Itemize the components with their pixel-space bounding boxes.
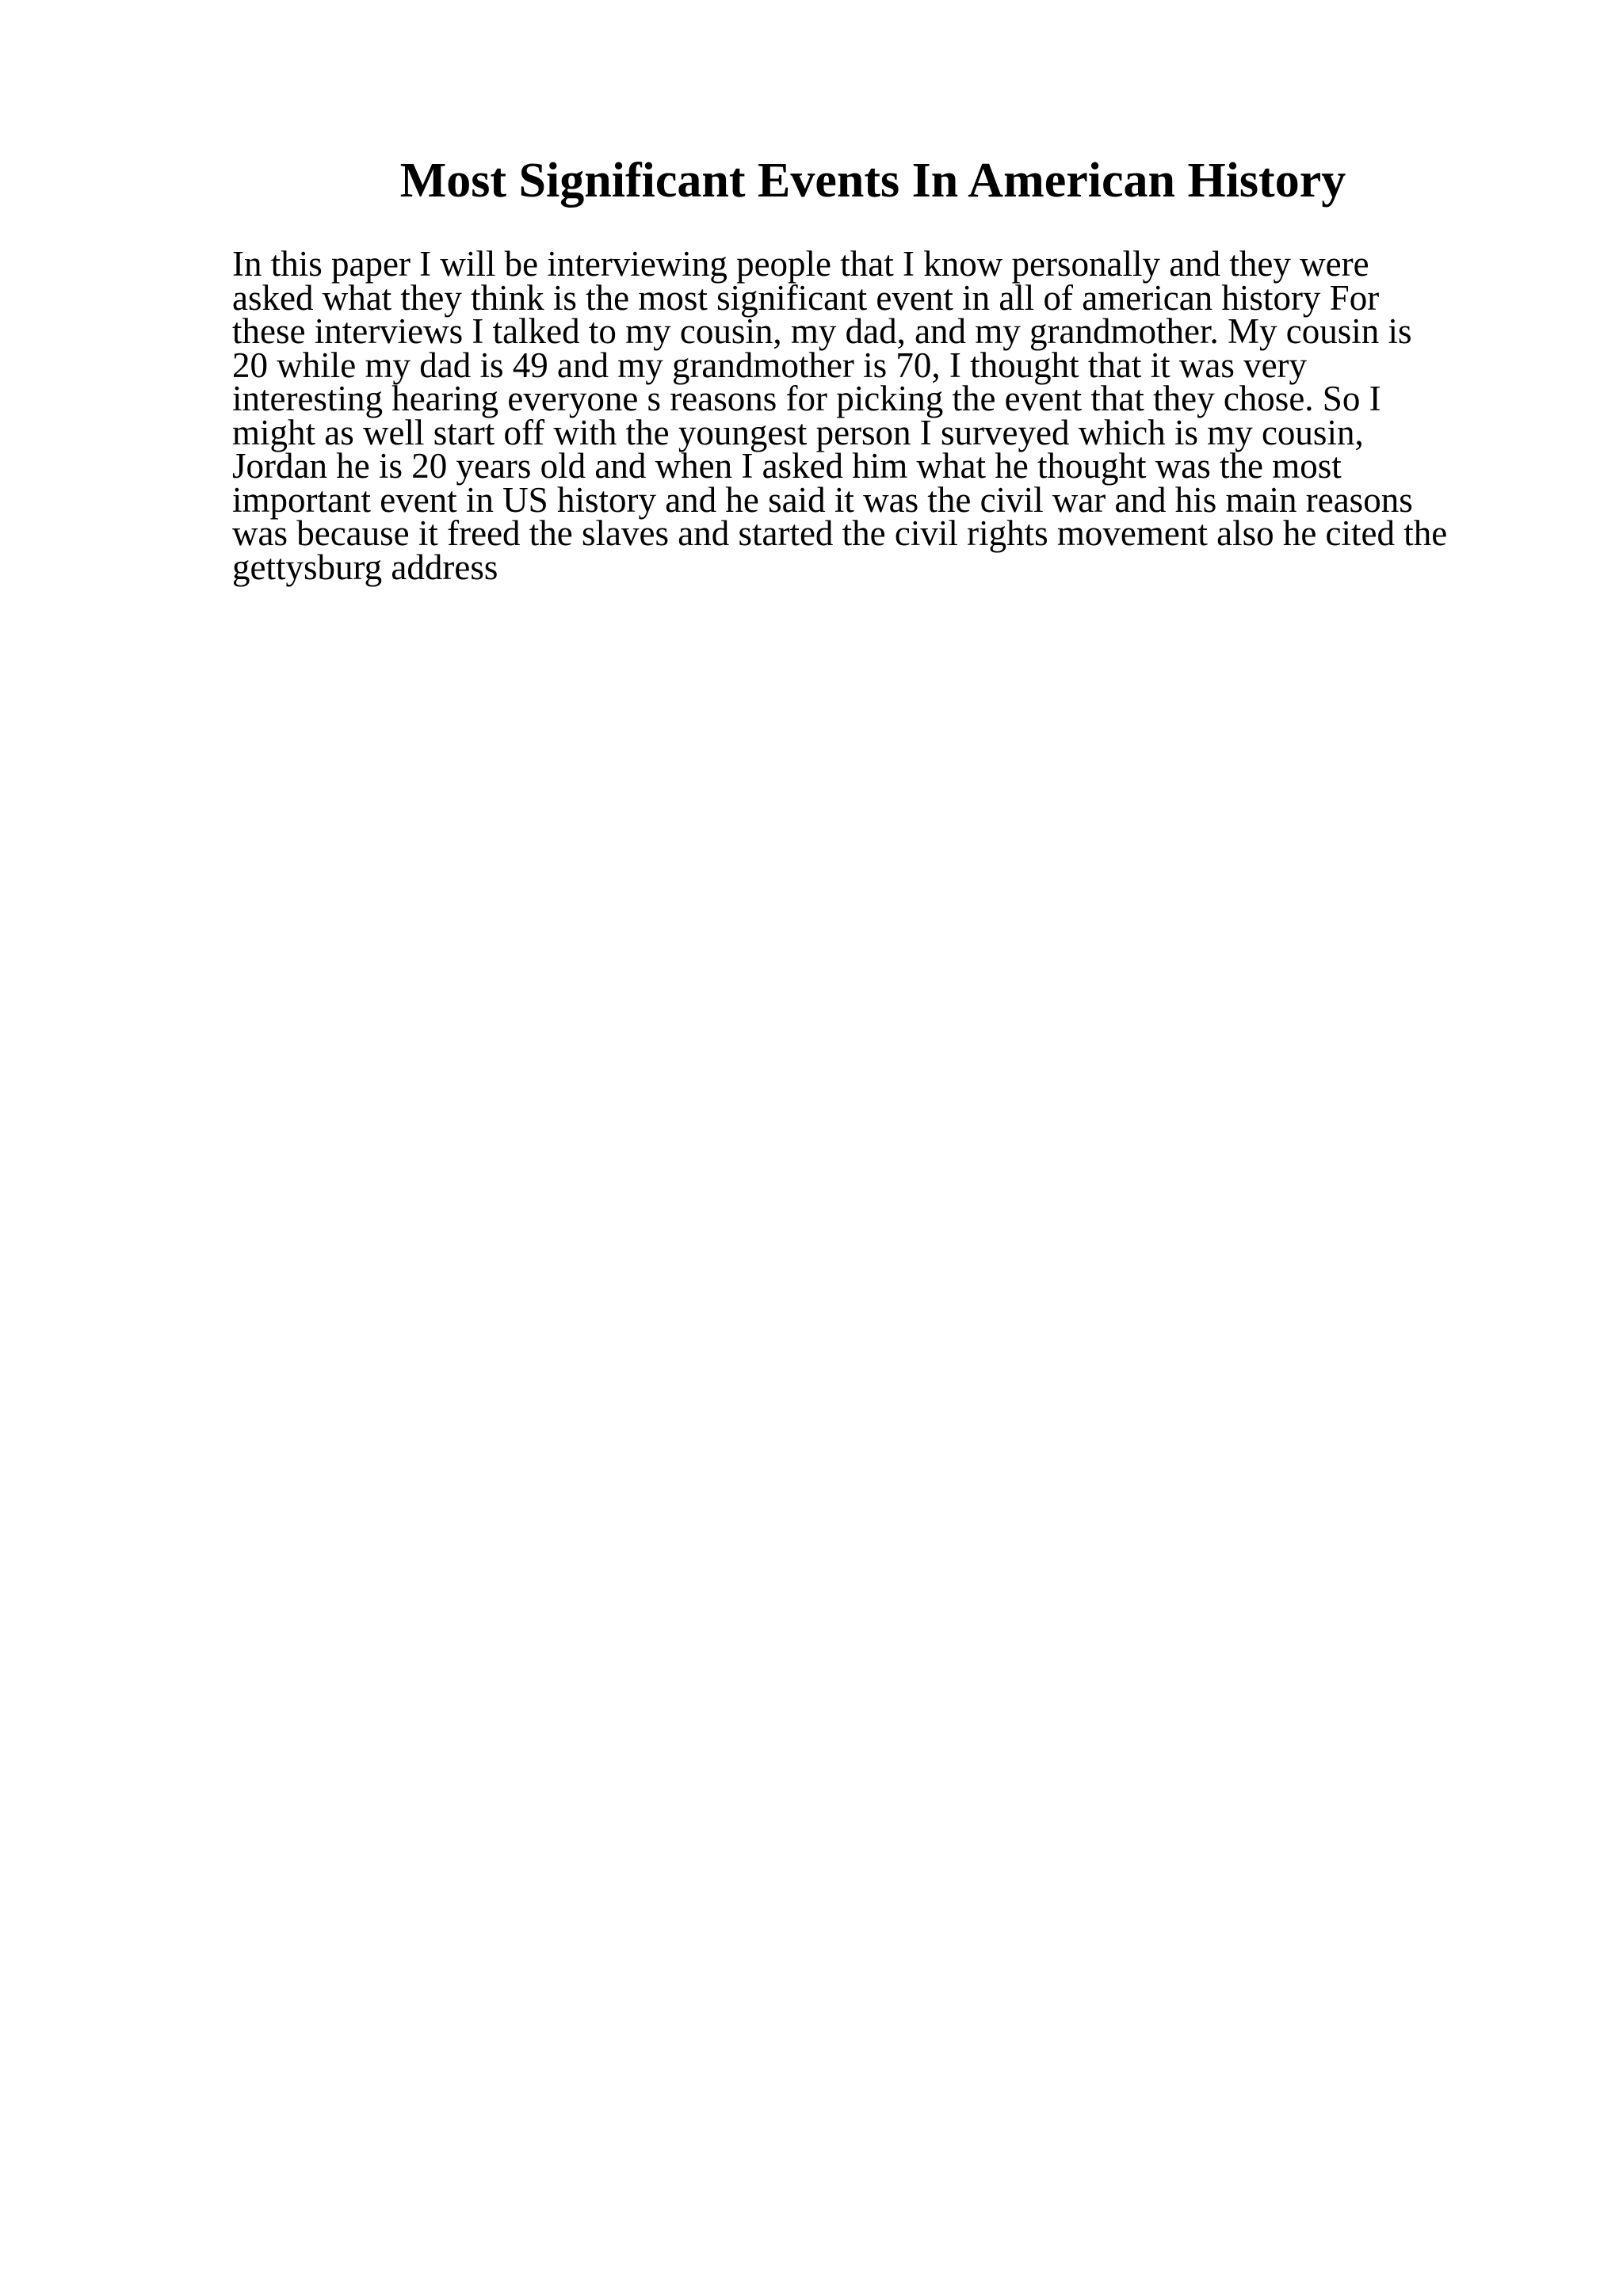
body-line: might as well start off with the youngest person I surveyed which is my cousin, [232,412,1364,452]
body-line: Jordan he is 20 years old and when I asked him what he thought was the most [232,446,1342,486]
body-line: 20 while my dad is 49 and my grandmother is 70, I thought that it was very [232,345,1308,385]
body-line: asked what they think is the most significant event in all of american history For [232,277,1380,318]
document-body [232,244,1532,587]
body-line: interesting hearing everyone s reasons for picking the event that they chose. So I [232,379,1381,418]
body-line: In this paper I will be interviewing people that I know personally and they were [232,244,1369,284]
body-line: these interviews I talked to my cousin, my dad, and my grandmother. My cousin is [232,311,1412,351]
body-line: gettysburg address [232,547,498,587]
document-title: Most Significant Events In American History [399,154,1346,208]
body-line: important event in US history and he said it was the civil war and his main reasons [232,479,1413,520]
body-line: was because it freed the slaves and started the civil rights movement also he cited the [232,513,1448,553]
